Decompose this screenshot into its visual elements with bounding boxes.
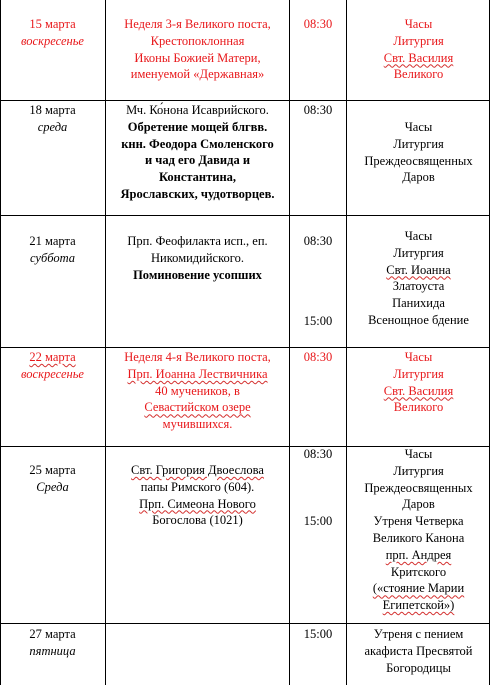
time-cell xyxy=(290,313,346,330)
service-line: Часы xyxy=(404,120,433,134)
feast-line: Мч. Ко́нона Исаврийского. xyxy=(126,103,269,117)
feast-cell xyxy=(106,462,289,529)
service-line: Литургия xyxy=(393,245,444,260)
service-time: 15:00 xyxy=(303,627,333,641)
time-cell xyxy=(290,16,346,33)
row-divider xyxy=(0,100,490,101)
service-time: 08:30 xyxy=(303,447,333,461)
date: 27 марта xyxy=(29,627,76,641)
feast-line: Прп. Иоанна Лествичника xyxy=(127,366,268,381)
service-line: акафиста Пресвятой xyxy=(364,643,473,658)
feast-line: Константина, xyxy=(158,170,237,185)
service-line: Златоуста xyxy=(392,279,445,294)
feast-cell xyxy=(106,349,289,433)
service-line: Всенощное бдение xyxy=(368,312,469,327)
feast-cell xyxy=(106,16,289,83)
service-time: 15:00 xyxy=(303,514,333,528)
services-cell xyxy=(347,446,490,614)
feast-line: папы Римского (604). xyxy=(140,479,255,494)
services-cell xyxy=(347,228,490,329)
table-row-date xyxy=(0,462,105,496)
service-line: Критского xyxy=(390,564,447,579)
feast-line: Свт. Григория Двоеслова xyxy=(131,463,264,477)
time-cell xyxy=(290,446,346,463)
table-row-date xyxy=(0,102,105,136)
weekday: суббота xyxy=(29,250,76,265)
row-divider xyxy=(0,347,490,348)
date: 25 марта xyxy=(29,463,76,477)
service-line: Утреня Четверка xyxy=(373,514,464,529)
feast-line: Прп. Феофилакта исп., еп. xyxy=(127,234,268,248)
service-line: Свт. Василия xyxy=(383,383,454,398)
service-line: Даров xyxy=(402,497,435,512)
feast-line: мучившихся. xyxy=(162,417,233,432)
feast-cell xyxy=(106,233,289,283)
time-cell xyxy=(290,349,346,366)
table-row-date xyxy=(0,16,105,50)
services-cell xyxy=(347,16,490,83)
service-line: Часы xyxy=(404,447,433,461)
row-divider xyxy=(0,623,490,624)
feast-line: Поминовение усопших xyxy=(133,267,262,282)
service-line: Часы xyxy=(404,229,433,243)
table-row-date xyxy=(0,349,105,383)
service-time: 08:30 xyxy=(303,17,333,31)
feast-cell xyxy=(106,102,289,203)
feast-line: Севастийском озере xyxy=(144,400,251,415)
weekday: воскресенье xyxy=(21,33,84,48)
table-row-date xyxy=(0,626,105,660)
service-time: 08:30 xyxy=(303,103,333,117)
feast-line: Обретение мощей блгвв. xyxy=(127,119,268,134)
time-cell xyxy=(290,233,346,250)
feast-line: и чад его Давида и xyxy=(144,153,251,168)
service-time: 08:30 xyxy=(303,234,333,248)
service-line: Египетской») xyxy=(382,598,455,613)
service-line: Богородицы xyxy=(386,660,451,675)
services-cell xyxy=(347,349,490,416)
service-line: Литургия xyxy=(393,33,444,48)
weekday: Среда xyxy=(36,479,69,494)
date: 18 марта xyxy=(29,103,76,117)
service-line: Литургия xyxy=(393,463,444,478)
weekday: воскресенье xyxy=(21,366,84,381)
service-line: Великого xyxy=(393,67,444,82)
service-line: Преждеосвященных xyxy=(364,480,473,495)
weekday: среда xyxy=(37,119,68,134)
service-line: Утреня с пением xyxy=(373,627,464,641)
service-line: прп. Андрея xyxy=(385,547,452,562)
feast-line: Никомидийского. xyxy=(151,250,244,265)
feast-line: Иконы Божией Матери, xyxy=(134,50,261,65)
row-divider xyxy=(0,215,490,216)
date: 15 марта xyxy=(29,17,76,31)
service-line: Свт. Иоанна xyxy=(386,262,451,277)
feast-line: Неделя 3-я Великого поста, xyxy=(124,17,271,31)
service-line: Великого Канона xyxy=(372,530,465,545)
feast-line: Крестопоклонная xyxy=(150,33,245,48)
service-line: Часы xyxy=(404,17,433,31)
service-line: Великого xyxy=(393,400,444,415)
service-line: Литургия xyxy=(393,366,444,381)
services-cell xyxy=(347,626,490,676)
date: 21 марта xyxy=(29,234,76,248)
feast-line: кнн. Феодора Смоленского xyxy=(121,136,274,151)
feast-line: Богослова (1021) xyxy=(152,513,243,528)
time-cell xyxy=(290,513,346,530)
service-line: Литургия xyxy=(393,136,444,151)
time-cell xyxy=(290,102,346,119)
service-time: 08:30 xyxy=(303,350,333,364)
services-cell xyxy=(347,119,490,186)
service-line: Свт. Василия xyxy=(383,50,454,65)
service-time: 15:00 xyxy=(303,314,333,328)
service-line: Преждеосвященных xyxy=(364,153,473,168)
service-line: Панихида xyxy=(392,296,445,311)
feast-line: 40 мучеников, в xyxy=(155,383,240,398)
feast-line: Ярославских, чудотворцев. xyxy=(120,186,275,201)
feast-line: именуемой «Державная» xyxy=(130,67,265,82)
feast-line: Неделя 4-я Великого поста, xyxy=(124,350,271,364)
time-cell xyxy=(290,626,346,643)
date: 22 марта xyxy=(29,350,76,364)
table-row-date xyxy=(0,233,105,267)
service-line: Часы xyxy=(404,350,433,364)
weekday: пятница xyxy=(29,643,76,658)
service-line: Даров xyxy=(402,170,435,185)
feast-line: Прп. Симеона Нового xyxy=(139,496,256,511)
service-line: («стояние Марии xyxy=(372,581,465,596)
